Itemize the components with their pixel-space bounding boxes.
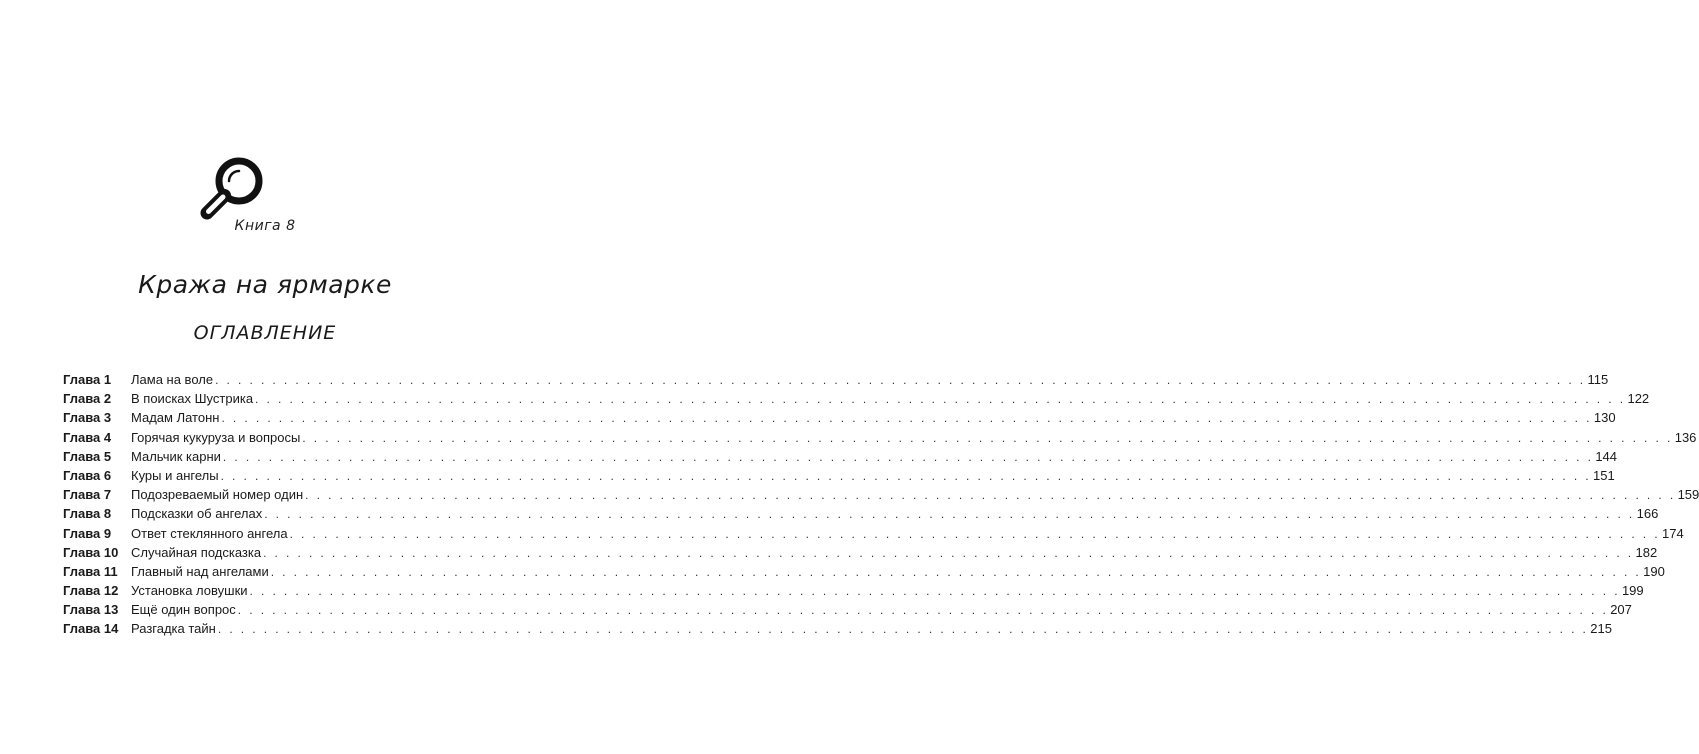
dot-leader: . . . . . . . . . . . . . . . . . . . . . . . . . . . . . . . . . . . . . . . . . . . . . . . . . . . . . . . . . . . . . . . . . . . . . . . . . . . . . . . . . . . . . . . . . . . . . . . . . . . . . . . . . . . . . . . . . . . . . . . . <box>255 392 1626 407</box>
page-number: 159 <box>1677 487 1699 503</box>
page-number: 166 <box>1636 506 1659 522</box>
chapter-title: Ответ стеклянного ангела <box>131 525 288 541</box>
toc-row <box>63 370 1609 389</box>
toc-row <box>63 524 1684 543</box>
chapter-title: В поисках Шустрика <box>131 391 254 407</box>
chapter-number: Глава 14 <box>63 621 119 637</box>
page-number: 130 <box>1593 410 1616 426</box>
dot-leader: . . . . . . . . . . . . . . . . . . . . . . . . . . . . . . . . . . . . . . . . . . . . . . . . . . . . . . . . . . . . . . . . . . . . . . . . . . . . . . . . . . . . . . . . . . . . . . . . . . . . . . . . . . . . . . . . . . . . . . . . <box>220 468 1592 483</box>
toc-row <box>63 447 1618 466</box>
page-number: 122 <box>1627 391 1650 407</box>
dot-leader: . . . . . . . . . . . . . . . . . . . . . . . . . . . . . . . . . . . . . . . . . . . . . . . . . . . . . . . . . . . . . . . . . . . . . . . . . . . . . . . . . . . . . . . . . . . . . . . . . . . . . . . . . . . . . . . . . . . . . . . . <box>305 488 1676 503</box>
toc-row <box>63 428 1697 447</box>
chapter-title: Мальчик карни <box>131 448 221 464</box>
chapter-title: Мадам Латонн <box>131 410 220 426</box>
chapter-title: Горячая кукуруза и вопросы <box>131 429 301 445</box>
dot-leader: . . . . . . . . . . . . . . . . . . . . . . . . . . . . . . . . . . . . . . . . . . . . . . . . . . . . . . . . . . . . . . . . . . . . . . . . . . . . . . . . . . . . . . . . . . . . . . . . . . . . . . . . . . . . . . . . . . . . . . . . <box>215 373 1586 387</box>
toc-row <box>63 619 1612 638</box>
toc-row <box>63 504 1659 523</box>
chapter-number: Глава 10 <box>63 544 119 560</box>
chapter-number: Глава 5 <box>63 448 112 464</box>
chapter-title: Подсказки об ангелах <box>131 506 263 522</box>
chapter-title: Случайная подсказка <box>131 544 262 560</box>
magnifying-glass-icon <box>196 154 268 226</box>
dot-leader: . . . . . . . . . . . . . . . . . . . . . . . . . . . . . . . . . . . . . . . . . . . . . . . . . . . . . . . . . . . . . . . . . . . . . . . . . . . . . . . . . . . . . . . . . . . . . . . . . . . . . . . . . . . . . . . . . . . . . . . . <box>217 622 1589 637</box>
chapter-title: Подозреваемый номер один <box>131 487 304 503</box>
book-number-label: Книга 8 <box>234 218 296 234</box>
chapter-title: Разгадка тайн <box>131 621 216 637</box>
toc-row <box>63 543 1658 562</box>
chapter-title: Установка ловушки <box>131 583 248 599</box>
dot-leader: . . . . . . . . . . . . . . . . . . . . . . . . . . . . . . . . . . . . . . . . . . . . . . . . . . . . . . . . . . . . . . . . . . . . . . . . . . . . . . . . . . . . . . . . . . . . . . . . . . . . . . . . . . . . . . . . . . . . . . . . <box>289 526 1660 541</box>
toc-row <box>63 562 1665 581</box>
chapter-title: Куры и ангелы <box>131 467 219 483</box>
page-number: 207 <box>1610 602 1632 618</box>
chapter-number: Глава 1 <box>63 372 112 387</box>
dot-leader: . . . . . . . . . . . . . . . . . . . . . . . . . . . . . . . . . . . . . . . . . . . . . . . . . . . . . . . . . . . . . . . . . . . . . . . . . . . . . . . . . . . . . . . . . . . . . . . . . . . . . . . . . . . . . . . . . . . . . . . . <box>249 584 1620 599</box>
toc-row <box>63 485 1699 504</box>
chapter-number: Глава 7 <box>63 487 112 503</box>
chapter-number: Глава 2 <box>63 391 112 407</box>
toc-row <box>63 581 1644 600</box>
page-number: 190 <box>1643 563 1665 579</box>
toc-row <box>63 600 1632 619</box>
table-of-contents <box>63 370 1699 639</box>
chapter-title: Ещё один вопрос <box>131 602 236 618</box>
dot-leader: . . . . . . . . . . . . . . . . . . . . . . . . . . . . . . . . . . . . . . . . . . . . . . . . . . . . . . . . . . . . . . . . . . . . . . . . . . . . . . . . . . . . . . . . . . . . . . . . . . . . . . . . . . . . . . . . . . . . . . . . <box>237 603 1609 618</box>
dot-leader: . . . . . . . . . . . . . . . . . . . . . . . . . . . . . . . . . . . . . . . . . . . . . . . . . . . . . . . . . . . . . . . . . . . . . . . . . . . . . . . . . . . . . . . . . . . . . . . . . . . . . . . . . . . . . . . . . . . . . . . . <box>221 411 1592 426</box>
chapter-title: Лама на воле <box>131 372 214 387</box>
toc-row <box>63 389 1650 408</box>
contents-heading: ОГЛАВЛЕНИЕ <box>193 322 337 344</box>
chapter-number: Глава 12 <box>63 583 119 599</box>
chapter-number: Глава 4 <box>63 429 112 445</box>
page-number: 215 <box>1590 621 1612 637</box>
page-number: 174 <box>1661 525 1684 541</box>
page-number: 182 <box>1635 544 1658 560</box>
chapter-number: Глава 13 <box>63 602 119 618</box>
dot-leader: . . . . . . . . . . . . . . . . . . . . . . . . . . . . . . . . . . . . . . . . . . . . . . . . . . . . . . . . . . . . . . . . . . . . . . . . . . . . . . . . . . . . . . . . . . . . . . . . . . . . . . . . . . . . . . . . . . . . . . . . <box>302 430 1673 445</box>
dot-leader: . . . . . . . . . . . . . . . . . . . . . . . . . . . . . . . . . . . . . . . . . . . . . . . . . . . . . . . . . . . . . . . . . . . . . . . . . . . . . . . . . . . . . . . . . . . . . . . . . . . . . . . . . . . . . . . . . . . . . . . . <box>264 507 1635 522</box>
page-number: 144 <box>1595 448 1618 464</box>
page-number: 151 <box>1593 467 1615 483</box>
chapter-number: Глава 3 <box>63 410 112 426</box>
chapter-title: Главный над ангелами <box>131 563 269 579</box>
book-title: Кража на ярмарке <box>138 270 392 299</box>
chapter-number: Глава 6 <box>63 467 112 483</box>
chapter-number: Глава 8 <box>63 506 112 522</box>
dot-leader: . . . . . . . . . . . . . . . . . . . . . . . . . . . . . . . . . . . . . . . . . . . . . . . . . . . . . . . . . . . . . . . . . . . . . . . . . . . . . . . . . . . . . . . . . . . . . . . . . . . . . . . . . . . . . . . . . . . . . . . . <box>270 564 1642 579</box>
dot-leader: . . . . . . . . . . . . . . . . . . . . . . . . . . . . . . . . . . . . . . . . . . . . . . . . . . . . . . . . . . . . . . . . . . . . . . . . . . . . . . . . . . . . . . . . . . . . . . . . . . . . . . . . . . . . . . . . . . . . . . . . <box>222 449 1594 464</box>
toc-row <box>63 408 1616 427</box>
chapter-number: Глава 9 <box>63 525 112 541</box>
page-number: 136 <box>1674 429 1697 445</box>
dot-leader: . . . . . . . . . . . . . . . . . . . . . . . . . . . . . . . . . . . . . . . . . . . . . . . . . . . . . . . . . . . . . . . . . . . . . . . . . . . . . . . . . . . . . . . . . . . . . . . . . . . . . . . . . . . . . . . . . . . . . . . . <box>263 545 1634 560</box>
page-number: 199 <box>1621 583 1644 599</box>
chapter-number: Глава 11 <box>63 563 118 579</box>
page-number: 115 <box>1587 372 1609 387</box>
toc-row <box>63 466 1615 485</box>
